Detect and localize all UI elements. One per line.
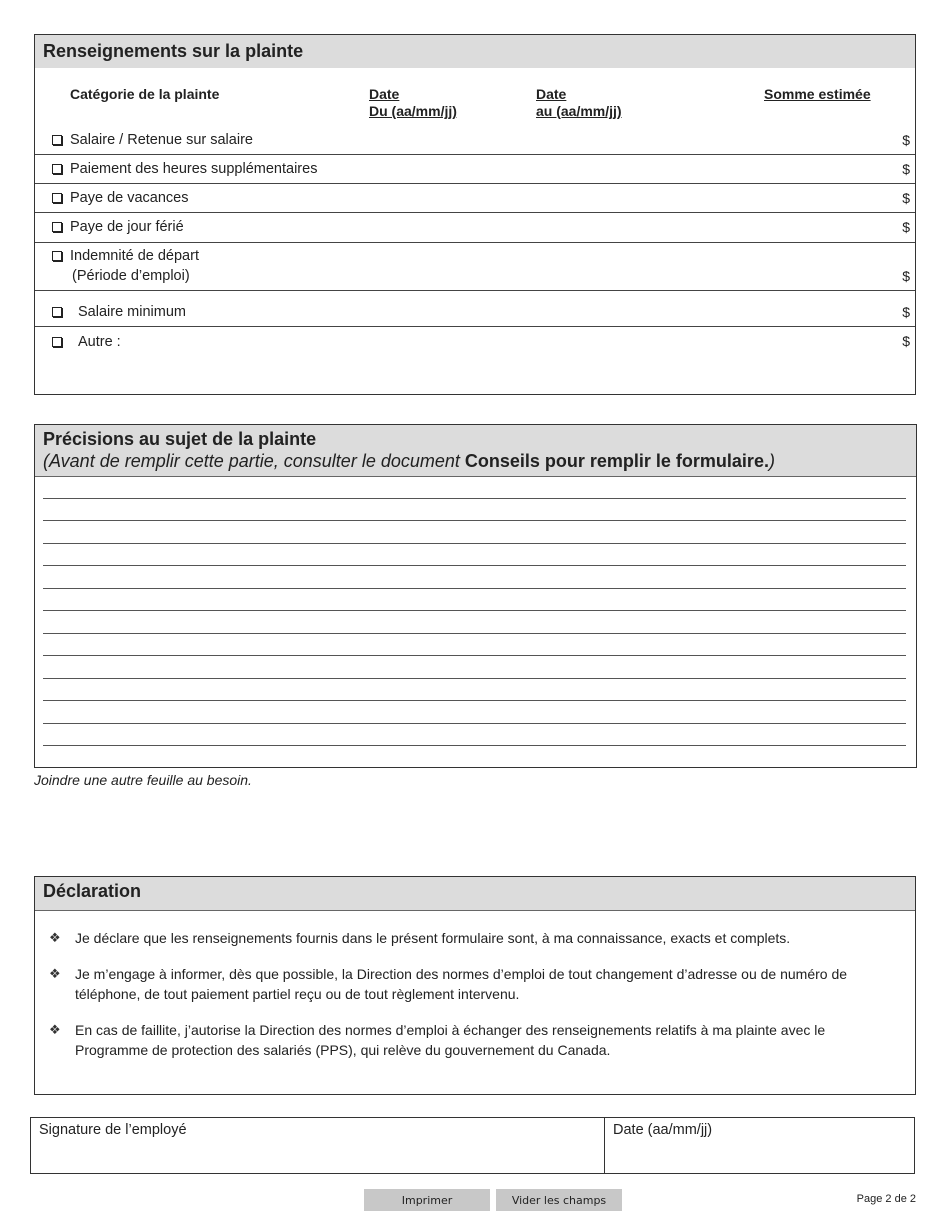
dollar-sign: $: [902, 219, 910, 235]
date-to-format: au (aa/mm/jj): [536, 103, 622, 119]
minimum-wage-checkbox[interactable]: [52, 307, 62, 317]
bullet-icon: ❖: [49, 930, 61, 945]
wages-label: Salaire / Retenue sur salaire: [70, 132, 253, 148]
severance-label: Indemnité de départ: [70, 248, 199, 264]
attach-sheet-note: Joindre une autre feuille au besoin.: [34, 772, 252, 788]
row-divider: [35, 212, 915, 213]
dollar-sign: $: [902, 268, 910, 284]
signature-section: [30, 1117, 915, 1174]
signature-date-label: Date (aa/mm/jj): [613, 1122, 713, 1138]
declaration-title: Déclaration: [35, 877, 915, 911]
overtime-checkbox[interactable]: [52, 164, 62, 174]
amount-column-header: Somme estimée: [764, 86, 871, 102]
writing-line: [43, 498, 906, 499]
minimum-wage-label: Salaire minimum: [78, 304, 186, 320]
other-checkbox[interactable]: [52, 337, 62, 347]
complaint-details-note: [43, 450, 916, 473]
row-divider: [35, 242, 915, 243]
dollar-sign: $: [902, 304, 910, 320]
complaint-info-title: Renseignements sur la plainte: [35, 35, 915, 68]
writing-line: [43, 700, 906, 701]
complaint-details-section: [34, 424, 917, 768]
note-document-title: Conseils pour remplir le formulaire.: [464, 451, 769, 471]
writing-line: [43, 565, 906, 566]
bullet-icon: ❖: [49, 1022, 61, 1037]
vacation-pay-checkbox[interactable]: [52, 193, 62, 203]
dollar-sign: $: [902, 161, 910, 177]
dollar-sign: $: [902, 333, 910, 349]
date-from-format: Du (aa/mm/jj): [369, 103, 457, 119]
holiday-pay-checkbox[interactable]: [52, 222, 62, 232]
complaint-details-title: Précisions au sujet de la plainte: [43, 429, 317, 449]
writing-line: [43, 655, 906, 656]
declaration-item: Je m’engage à informer, dès que possible, la Direction des normes d’emploi de tout changement d’adresse ou de numéro de téléphone, de tout paiement partiel reçu ou de tout règlement intervenu.: [75, 966, 848, 1002]
holiday-pay-label: Paye de jour férié: [70, 219, 184, 235]
writing-line: [43, 610, 906, 611]
date-from-label: Date: [369, 86, 400, 102]
writing-line: [43, 520, 906, 521]
writing-line: [43, 543, 906, 544]
overtime-label: Paiement des heures supplémentaires: [70, 161, 318, 177]
dollar-sign: $: [902, 132, 910, 148]
employee-signature-field[interactable]: [31, 1118, 605, 1173]
writing-line: [43, 678, 906, 679]
date-to-label: Date: [536, 86, 567, 102]
date-from-column-header: [369, 86, 457, 120]
clear-fields-button[interactable]: Vider les champs: [496, 1189, 622, 1211]
signature-date-field[interactable]: [605, 1118, 914, 1173]
writing-line: [43, 588, 906, 589]
other-label: Autre :: [78, 334, 121, 350]
complaint-details-header: [35, 425, 916, 477]
declaration-section: [34, 876, 916, 1095]
severance-checkbox[interactable]: [52, 251, 62, 261]
row-divider: [35, 154, 915, 155]
writing-line: [43, 633, 906, 634]
wages-checkbox[interactable]: [52, 135, 62, 145]
note-prefix: (Avant de remplir cette partie, consulter le document: [43, 451, 465, 471]
declaration-item: Je déclare que les renseignements fournis dans le présent formulaire sont, à ma connaissance, exacts et complets.: [75, 930, 791, 946]
bullet-icon: ❖: [49, 966, 61, 981]
vacation-pay-label: Paye de vacances: [70, 190, 189, 206]
row-divider: [35, 290, 915, 291]
print-button[interactable]: Imprimer: [364, 1189, 490, 1211]
employee-signature-label: Signature de l’employé: [39, 1122, 187, 1138]
writing-line: [43, 723, 906, 724]
page-number: Page 2 de 2: [856, 1193, 916, 1205]
row-divider: [35, 326, 915, 327]
note-suffix: ): [768, 451, 775, 471]
severance-sublabel: (Période d’emploi): [72, 268, 190, 284]
declaration-item: En cas de faillite, j’autorise la Direction des normes d’emploi à échanger des renseignements relatifs à ma plainte avec le Programme de protection des salariés (PPS), qui relève du gouvernement du Canada.: [75, 1022, 826, 1058]
date-to-column-header: [536, 86, 622, 120]
dollar-sign: $: [902, 190, 910, 206]
category-column-header: Catégorie de la plainte: [70, 86, 220, 102]
complaint-info-section: [34, 34, 916, 395]
row-divider: [35, 183, 915, 184]
writing-line: [43, 745, 906, 746]
